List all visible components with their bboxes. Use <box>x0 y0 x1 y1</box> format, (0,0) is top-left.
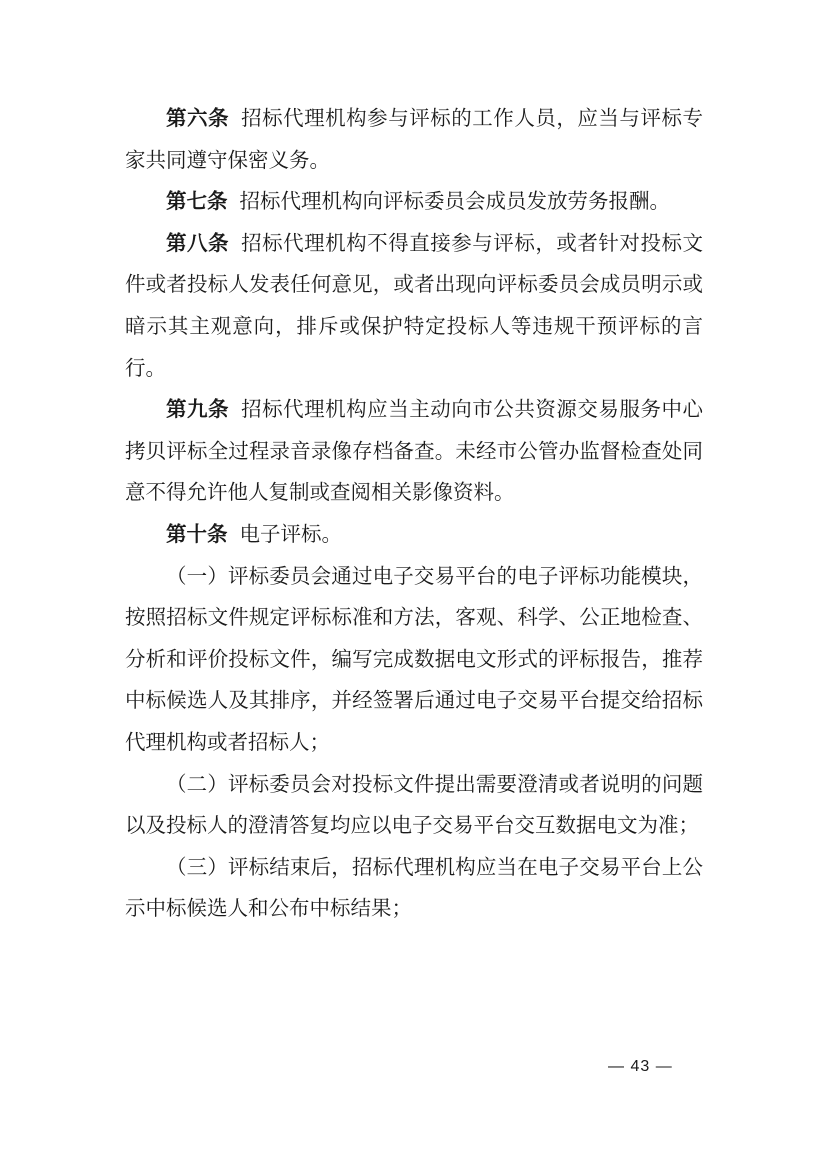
list-item-1: （一）评标委员会通过电子交易平台的电子评标功能模块，按照招标文件规定评标标准和方法，客观、科学、公正地检查、分析和评价投标文件，编写完成数据电文形式的评标报告，推荐中标候选人及其排序，并经签署后通过电子交易平台提交给招标代理机构或者招标人； <box>125 563 703 754</box>
article-text: 招标代理机构向评标委员会成员发放劳务报酬。 <box>239 189 670 214</box>
article-text: 招标代理机构参与评标的工作人员，应当与评标专家共同遵守保密义务。 <box>125 106 703 172</box>
page-number: — 43 — <box>608 1058 673 1075</box>
article-8 <box>125 223 703 389</box>
article-heading: 第六条 <box>166 106 230 130</box>
list-item-2: （二）评标委员会对投标文件提出需要澄清或者说明的问题以及投标人的澄清答复均应以电子交易平台交互数据电文为准； <box>125 771 703 838</box>
document-body <box>125 98 703 930</box>
article-heading: 第十条 <box>166 521 228 546</box>
list-item-3: （三）评标结束后，招标代理机构应当在电子交易平台上公示中标候选人和公布中标结果； <box>125 854 703 921</box>
article-6 <box>125 98 703 181</box>
article-text: 电子评标。 <box>239 521 342 546</box>
article-text: 招标代理机构应当主动向市公共资源交易服务中心拷贝评标全过程录音录像存档备查。未经市公管办监督检查处同意不得允许他人复制或查阅相关影像资料。 <box>125 397 703 505</box>
article-7 <box>125 181 703 223</box>
article-heading: 第八条 <box>166 230 230 255</box>
article-9 <box>125 389 703 514</box>
article-text: 招标代理机构不得直接参与评标，或者针对投标文件或者投标人发表任何意见，或者出现向评标委员会成员明示或暗示其主观意向，排斥或保护特定投标人等违规干预评标的言行。 <box>125 230 703 380</box>
article-heading: 第七条 <box>166 189 228 214</box>
article-10 <box>125 514 703 556</box>
article-heading: 第九条 <box>166 397 230 422</box>
